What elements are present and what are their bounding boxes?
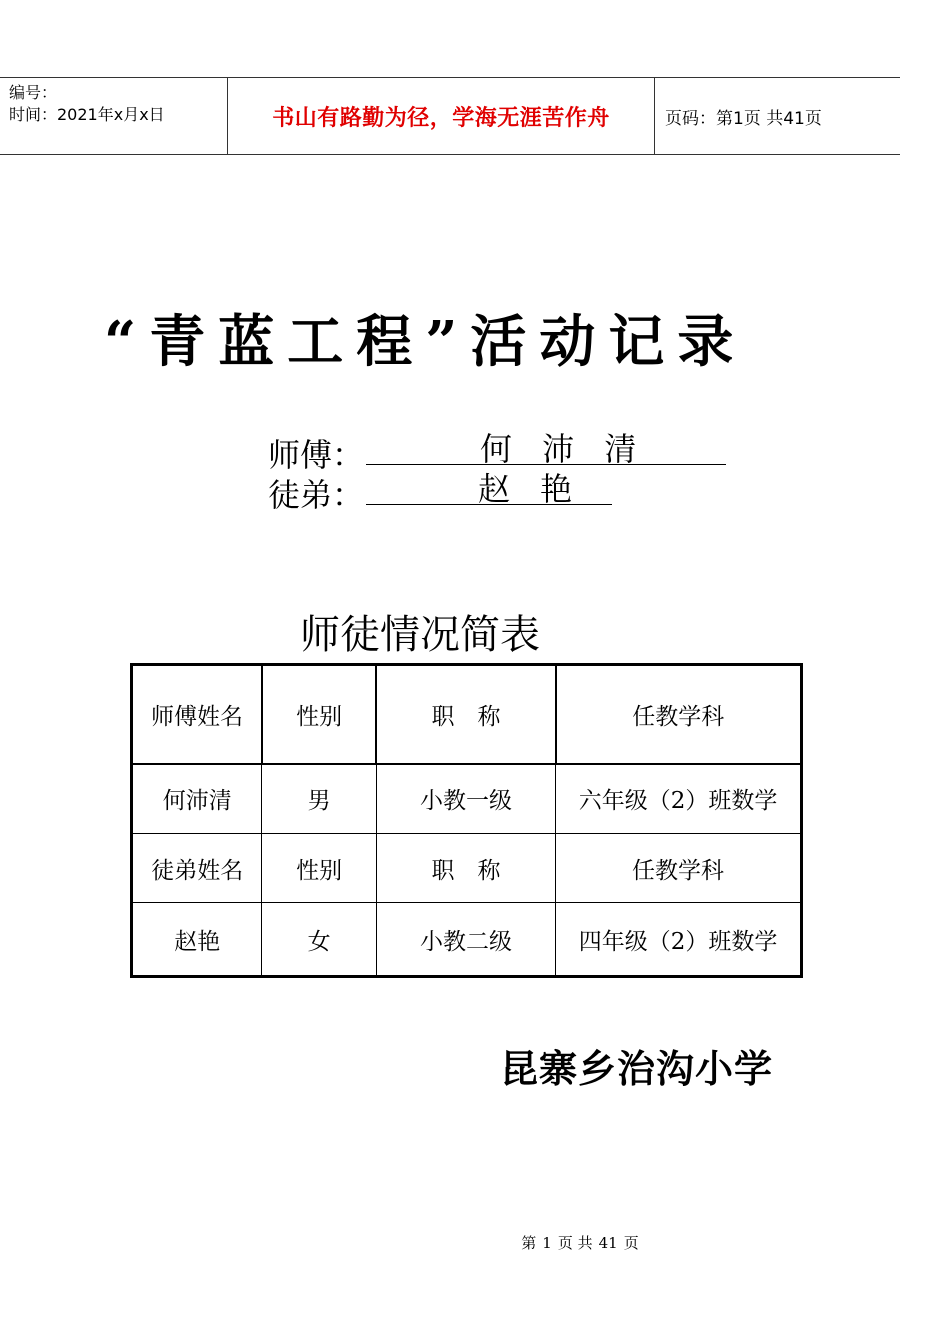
number-label: 编号：	[9, 83, 58, 102]
table-row	[132, 903, 802, 977]
table-cell: 职 称	[376, 834, 555, 903]
table-cell: 小教一级	[376, 764, 555, 834]
master-label: 师傅：	[268, 436, 365, 474]
footer-mid: 页 共	[557, 1234, 593, 1252]
apprentice-name-field	[366, 470, 612, 508]
table-cell: 四年级（2）班数学	[556, 903, 802, 977]
table-row	[132, 834, 802, 903]
table-row	[132, 764, 802, 834]
table-cell: 赵艳	[132, 903, 262, 977]
mentor-info-table	[130, 663, 803, 978]
footer-page-number: 1	[542, 1234, 552, 1252]
table-cell: 任教学科	[556, 834, 802, 903]
table-cell: 六年级（2）班数学	[556, 764, 802, 834]
footer-suffix: 页	[623, 1234, 639, 1252]
table-cell: 徒弟姓名	[132, 834, 262, 903]
table-cell: 女	[262, 903, 376, 977]
table-cell: 师傅姓名	[132, 665, 262, 764]
table-cell: 男	[262, 764, 376, 834]
footer-total: 41	[598, 1234, 618, 1252]
table-title: 师徒情况简表	[300, 612, 540, 658]
apprentice-name: 赵 艳	[478, 470, 583, 508]
table-cell: 任教学科	[556, 665, 802, 764]
document-title: “青蓝工程”活动记录	[104, 309, 747, 375]
header-motto: 书山有路勤为径，学海无涯苦作舟	[228, 78, 655, 154]
page-footer	[0, 1232, 950, 1253]
table-row	[132, 665, 802, 764]
document-header	[0, 77, 900, 155]
time-label: 时间：2021年x月x日	[9, 105, 165, 124]
master-name: 何 沛 清	[480, 430, 647, 468]
apprentice-line	[268, 470, 583, 516]
school-name: 昆寨乡治沟小学	[500, 1046, 774, 1091]
table-cell: 性别	[262, 834, 376, 903]
table-cell: 何沛清	[132, 764, 262, 834]
master-name-field	[366, 430, 726, 468]
table-cell: 职 称	[376, 665, 555, 764]
header-meta	[0, 78, 228, 154]
table-cell: 小教二级	[376, 903, 555, 977]
header-page-info: 页码：第1页 共41页	[665, 108, 822, 129]
table-cell: 性别	[262, 665, 376, 764]
apprentice-label: 徒弟：	[268, 476, 365, 514]
footer-prefix: 第	[521, 1234, 537, 1252]
